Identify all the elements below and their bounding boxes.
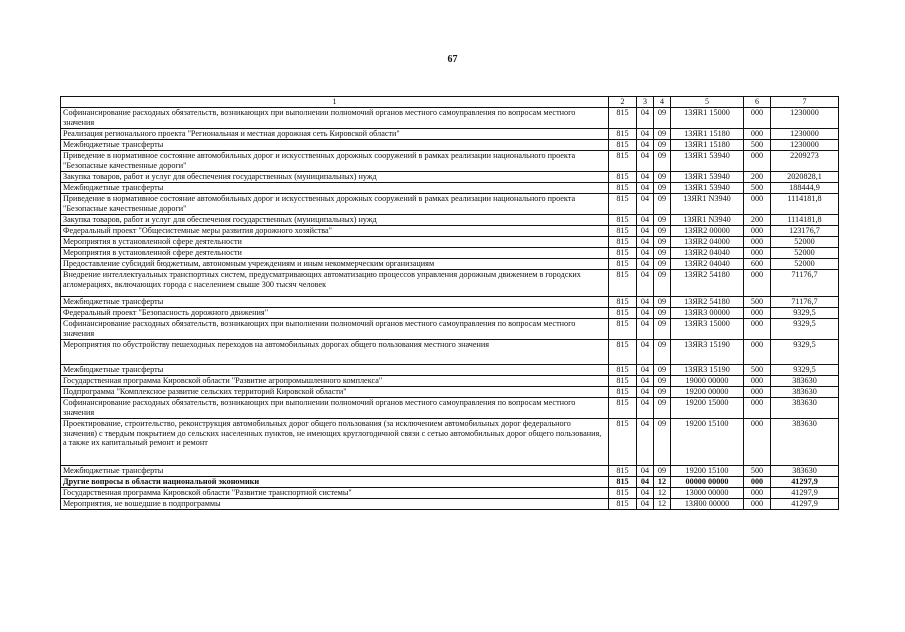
page-number: 67 — [447, 54, 458, 65]
table-row — [61, 477, 839, 488]
row-expense-type-code: 600 — [744, 259, 771, 270]
row-subsection-code: 09 — [654, 151, 671, 172]
row-amount: 383630 — [771, 376, 839, 387]
row-expense-type-code: 000 — [744, 387, 771, 398]
table-row — [61, 194, 839, 215]
row-section-code: 04 — [637, 466, 654, 477]
row-expense-type-code: 200 — [744, 215, 771, 226]
row-description: Мероприятия по обустройству пешеходных переходов на автомобильных дорогах общего пользования местного значения — [61, 340, 609, 365]
row-amount: 71176,7 — [771, 297, 839, 308]
row-target-article-code: 13ЯR2 04000 — [671, 237, 744, 248]
table-row — [61, 140, 839, 151]
row-ministry-code: 815 — [609, 226, 637, 237]
row-section-code: 04 — [637, 215, 654, 226]
row-ministry-code: 815 — [609, 183, 637, 194]
row-section-code: 04 — [637, 387, 654, 398]
row-target-article-code: 13ЯR1 53940 — [671, 151, 744, 172]
row-description: Приведение в нормативное состояние автомобильных дорог и искусственных дорожных сооружений в рамках реализации национального проекта "Безопасные качественные дороги" — [61, 151, 609, 172]
row-target-article-code: 13ЯR1 15000 — [671, 108, 744, 129]
row-ministry-code: 815 — [609, 248, 637, 259]
row-ministry-code: 815 — [609, 387, 637, 398]
table-row — [61, 226, 839, 237]
table-row — [61, 270, 839, 297]
row-target-article-code: 13ЯR1 15180 — [671, 140, 744, 151]
row-amount: 2209273 — [771, 151, 839, 172]
row-description: Мероприятия в установленной сфере деятельности — [61, 248, 609, 259]
row-target-article-code: 19200 15000 — [671, 398, 744, 419]
row-description: Межбюджетные трансферты — [61, 365, 609, 376]
row-section-code: 04 — [637, 194, 654, 215]
row-expense-type-code: 000 — [744, 270, 771, 297]
row-section-code: 04 — [637, 376, 654, 387]
row-expense-type-code: 500 — [744, 183, 771, 194]
row-subsection-code: 09 — [654, 387, 671, 398]
row-amount: 1114181,8 — [771, 194, 839, 215]
row-section-code: 04 — [637, 259, 654, 270]
row-ministry-code: 815 — [609, 398, 637, 419]
row-section-code: 04 — [637, 270, 654, 297]
table-row — [61, 215, 839, 226]
row-amount: 71176,7 — [771, 270, 839, 297]
row-subsection-code: 09 — [654, 226, 671, 237]
row-target-article-code: 13ЯR3 15000 — [671, 319, 744, 340]
table-row — [61, 297, 839, 308]
header-col-5: 5 — [671, 97, 744, 108]
row-target-article-code: 13ЯR2 54180 — [671, 270, 744, 297]
table-header-row — [61, 97, 839, 108]
row-section-code: 04 — [637, 108, 654, 129]
table-row — [61, 340, 839, 365]
row-expense-type-code: 000 — [744, 308, 771, 319]
row-expense-type-code: 500 — [744, 297, 771, 308]
row-subsection-code: 09 — [654, 340, 671, 365]
row-subsection-code: 09 — [654, 172, 671, 183]
row-ministry-code: 815 — [609, 376, 637, 387]
row-ministry-code: 815 — [609, 488, 637, 499]
row-description: Закупка товаров, работ и услуг для обеспечения государственных (муниципальных) нужд — [61, 215, 609, 226]
row-ministry-code: 815 — [609, 172, 637, 183]
row-section-code: 04 — [637, 319, 654, 340]
row-subsection-code: 09 — [654, 248, 671, 259]
row-description: Софинансирование расходных обязательств, возникающих при выполнении полномочий органов местного самоуправления по вопросам местного значения — [61, 108, 609, 129]
row-expense-type-code: 000 — [744, 419, 771, 466]
row-expense-type-code: 200 — [744, 172, 771, 183]
row-amount: 9329,5 — [771, 365, 839, 376]
row-subsection-code: 09 — [654, 365, 671, 376]
row-ministry-code: 815 — [609, 194, 637, 215]
row-description: Межбюджетные трансферты — [61, 140, 609, 151]
row-description: Государственная программа Кировской области "Развитие агропромышленного комплекса" — [61, 376, 609, 387]
row-subsection-code: 09 — [654, 466, 671, 477]
header-col-1: 1 — [61, 97, 609, 108]
row-section-code: 04 — [637, 419, 654, 466]
row-ministry-code: 815 — [609, 419, 637, 466]
row-expense-type-code: 000 — [744, 237, 771, 248]
row-amount: 1114181,8 — [771, 215, 839, 226]
row-section-code: 04 — [637, 398, 654, 419]
row-amount: 1230000 — [771, 108, 839, 129]
row-amount: 383630 — [771, 419, 839, 466]
row-subsection-code: 09 — [654, 308, 671, 319]
table-row — [61, 108, 839, 129]
row-subsection-code: 09 — [654, 215, 671, 226]
row-expense-type-code: 000 — [744, 129, 771, 140]
row-expense-type-code: 000 — [744, 488, 771, 499]
row-expense-type-code: 000 — [744, 376, 771, 387]
row-description: Федеральный проект "Безопасность дорожного движения" — [61, 308, 609, 319]
row-target-article-code: 00000 00000 — [671, 477, 744, 488]
row-expense-type-code: 500 — [744, 466, 771, 477]
row-amount: 9329,5 — [771, 340, 839, 365]
row-description: Межбюджетные трансферты — [61, 466, 609, 477]
row-section-code: 04 — [637, 129, 654, 140]
row-target-article-code: 19200 15100 — [671, 419, 744, 466]
table-row — [61, 129, 839, 140]
row-section-code: 04 — [637, 151, 654, 172]
row-section-code: 04 — [637, 248, 654, 259]
row-ministry-code: 815 — [609, 499, 637, 510]
row-amount: 383630 — [771, 387, 839, 398]
row-description: Проектирование, строительство, реконструкция автомобильных дорог общего пользования (за исключением автомобильных дорог федерального значения) с твердым покрытием до сельских населенных пунктов, не имеющих круглогодичной связи с сетью автомобильных дорог общего пользования, а также их капитальный ремонт и ремонт — [61, 419, 609, 466]
row-subsection-code: 09 — [654, 259, 671, 270]
row-expense-type-code: 000 — [744, 499, 771, 510]
table-row — [61, 183, 839, 194]
row-description: Другие вопросы в области национальной экономики — [61, 477, 609, 488]
table-row — [61, 488, 839, 499]
row-expense-type-code: 000 — [744, 108, 771, 129]
row-ministry-code: 815 — [609, 319, 637, 340]
row-subsection-code: 09 — [654, 270, 671, 297]
row-target-article-code: 13ЯR1 53940 — [671, 183, 744, 194]
row-section-code: 04 — [637, 488, 654, 499]
row-amount: 1230000 — [771, 140, 839, 151]
row-ministry-code: 815 — [609, 151, 637, 172]
row-subsection-code: 12 — [654, 477, 671, 488]
row-section-code: 04 — [637, 226, 654, 237]
row-subsection-code: 09 — [654, 398, 671, 419]
row-ministry-code: 815 — [609, 477, 637, 488]
row-amount: 1230000 — [771, 129, 839, 140]
row-amount: 9329,5 — [771, 308, 839, 319]
header-col-7: 7 — [771, 97, 839, 108]
table-row — [61, 376, 839, 387]
row-ministry-code: 815 — [609, 140, 637, 151]
row-description: Мероприятия, не вошедшие в подпрограммы — [61, 499, 609, 510]
row-section-code: 04 — [637, 340, 654, 365]
row-subsection-code: 09 — [654, 183, 671, 194]
row-description: Софинансирование расходных обязательств, возникающих при выполнении полномочий органов местного самоуправления по вопросам местного значения — [61, 398, 609, 419]
row-target-article-code: 13ЯR3 15190 — [671, 340, 744, 365]
row-ministry-code: 815 — [609, 297, 637, 308]
row-section-code: 04 — [637, 477, 654, 488]
row-ministry-code: 815 — [609, 108, 637, 129]
table-row — [61, 151, 839, 172]
row-description: Межбюджетные трансферты — [61, 297, 609, 308]
row-expense-type-code: 500 — [744, 140, 771, 151]
row-ministry-code: 815 — [609, 129, 637, 140]
table-row — [61, 172, 839, 183]
row-description: Межбюджетные трансферты — [61, 183, 609, 194]
row-description: Софинансирование расходных обязательств, возникающих при выполнении полномочий органов местного самоуправления по вопросам местного значения — [61, 319, 609, 340]
row-subsection-code: 09 — [654, 319, 671, 340]
row-subsection-code: 12 — [654, 499, 671, 510]
row-description: Государственная программа Кировской области "Развитие транспортной системы" — [61, 488, 609, 499]
row-ministry-code: 815 — [609, 365, 637, 376]
row-description: Подпрограмма "Комплексное развитие сельских территорий Кировской области" — [61, 387, 609, 398]
row-ministry-code: 815 — [609, 340, 637, 365]
table-row — [61, 499, 839, 510]
row-description: Закупка товаров, работ и услуг для обеспечения государственных (муниципальных) нужд — [61, 172, 609, 183]
row-amount: 383630 — [771, 398, 839, 419]
row-description: Федеральный проект "Общесистемные меры развития дорожного хозяйства" — [61, 226, 609, 237]
row-amount: 52000 — [771, 259, 839, 270]
row-expense-type-code: 000 — [744, 340, 771, 365]
row-target-article-code: 13ЯR1 15180 — [671, 129, 744, 140]
row-amount: 52000 — [771, 248, 839, 259]
row-description: Предоставление субсидий бюджетным, автономным учреждениям и иным некоммерческим организациям — [61, 259, 609, 270]
header-col-4: 4 — [654, 97, 671, 108]
row-target-article-code: 13ЯR1 N3940 — [671, 215, 744, 226]
row-target-article-code: 13ЯR3 15190 — [671, 365, 744, 376]
row-target-article-code: 13ЯR2 00000 — [671, 226, 744, 237]
row-subsection-code: 09 — [654, 129, 671, 140]
row-target-article-code: 13ЯR2 04040 — [671, 259, 744, 270]
row-target-article-code: 13000 00000 — [671, 488, 744, 499]
header-col-2: 2 — [609, 97, 637, 108]
row-section-code: 04 — [637, 140, 654, 151]
row-amount: 41297,9 — [771, 477, 839, 488]
row-section-code: 04 — [637, 172, 654, 183]
row-section-code: 04 — [637, 237, 654, 248]
row-target-article-code: 19200 00000 — [671, 387, 744, 398]
row-target-article-code: 13ЯR1 53940 — [671, 172, 744, 183]
row-expense-type-code: 500 — [744, 365, 771, 376]
table-row — [61, 308, 839, 319]
row-description: Мероприятия в установленной сфере деятельности — [61, 237, 609, 248]
row-subsection-code: 09 — [654, 419, 671, 466]
row-target-article-code: 13ЯR3 00000 — [671, 308, 744, 319]
row-subsection-code: 09 — [654, 194, 671, 215]
row-amount: 41297,9 — [771, 488, 839, 499]
row-subsection-code: 09 — [654, 108, 671, 129]
row-subsection-code: 09 — [654, 376, 671, 387]
row-target-article-code: 13ЯR2 54180 — [671, 297, 744, 308]
row-ministry-code: 815 — [609, 308, 637, 319]
row-expense-type-code: 000 — [744, 248, 771, 259]
row-amount: 9329,5 — [771, 319, 839, 340]
table-row — [61, 259, 839, 270]
table-body — [61, 108, 839, 510]
row-subsection-code: 12 — [654, 488, 671, 499]
row-target-article-code: 19200 15100 — [671, 466, 744, 477]
row-amount: 2020828,1 — [771, 172, 839, 183]
row-ministry-code: 815 — [609, 466, 637, 477]
row-description: Реализация регионального проекта "Региональная и местная дорожная сеть Кировской области" — [61, 129, 609, 140]
table-row — [61, 365, 839, 376]
row-ministry-code: 815 — [609, 270, 637, 297]
row-expense-type-code: 000 — [744, 194, 771, 215]
row-section-code: 04 — [637, 308, 654, 319]
table-row — [61, 237, 839, 248]
row-subsection-code: 09 — [654, 140, 671, 151]
row-section-code: 04 — [637, 365, 654, 376]
table-row — [61, 248, 839, 259]
row-subsection-code: 09 — [654, 237, 671, 248]
row-amount: 52000 — [771, 237, 839, 248]
row-expense-type-code: 000 — [744, 319, 771, 340]
header-col-6: 6 — [744, 97, 771, 108]
row-ministry-code: 815 — [609, 215, 637, 226]
row-ministry-code: 815 — [609, 237, 637, 248]
table-row — [61, 398, 839, 419]
budget-table — [60, 96, 839, 510]
row-target-article-code: 19000 00000 — [671, 376, 744, 387]
row-expense-type-code: 000 — [744, 151, 771, 172]
row-section-code: 04 — [637, 499, 654, 510]
row-expense-type-code: 000 — [744, 398, 771, 419]
row-target-article-code: 13ЯR1 N3940 — [671, 194, 744, 215]
row-description: Приведение в нормативное состояние автомобильных дорог и искусственных дорожных сооружений в рамках реализации национального проекта "Безопасные качественные дороги" — [61, 194, 609, 215]
row-description: Внедрение интеллектуальных транспортных систем, предусматривающих автоматизацию процессов управления дорожным движением в городских агломерациях, включающих города с населением свыше 300 тысяч человек — [61, 270, 609, 297]
table-row — [61, 319, 839, 340]
row-section-code: 04 — [637, 297, 654, 308]
row-subsection-code: 09 — [654, 297, 671, 308]
table-row — [61, 466, 839, 477]
table-row — [61, 387, 839, 398]
row-expense-type-code: 000 — [744, 226, 771, 237]
row-amount: 123176,7 — [771, 226, 839, 237]
table-row — [61, 419, 839, 466]
row-target-article-code: 13ЯR2 04040 — [671, 248, 744, 259]
row-expense-type-code: 000 — [744, 477, 771, 488]
row-section-code: 04 — [637, 183, 654, 194]
row-amount: 188444,9 — [771, 183, 839, 194]
row-ministry-code: 815 — [609, 259, 637, 270]
row-amount: 383630 — [771, 466, 839, 477]
row-target-article-code: 13Я00 00000 — [671, 499, 744, 510]
row-amount: 41297,9 — [771, 499, 839, 510]
header-col-3: 3 — [637, 97, 654, 108]
